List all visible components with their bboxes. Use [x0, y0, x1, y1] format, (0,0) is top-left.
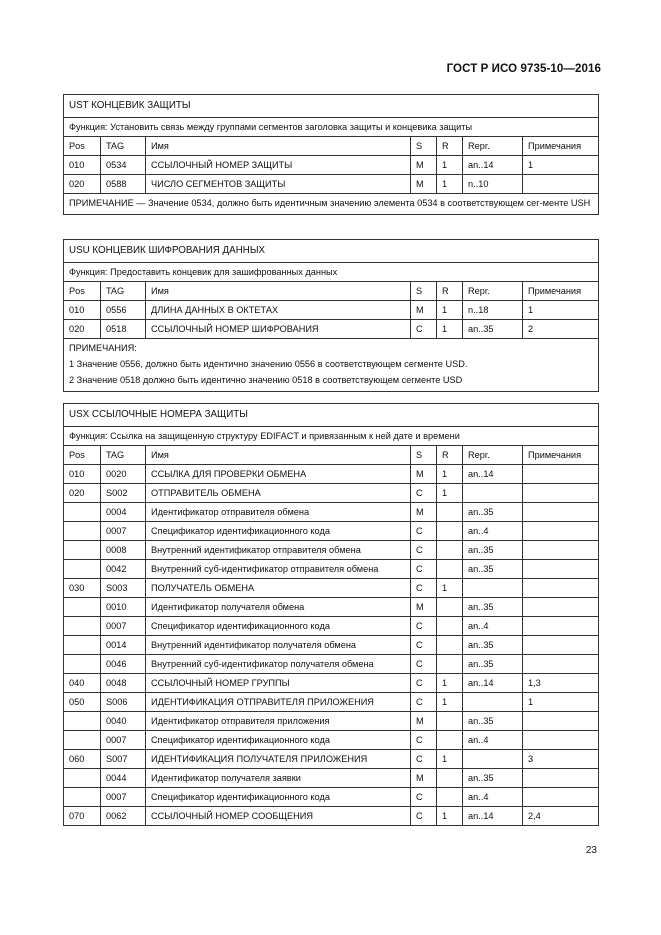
- cell-tag: 0004: [101, 503, 146, 522]
- cell-s: C: [411, 807, 437, 826]
- cell-r: [437, 712, 463, 731]
- table-row: [64, 788, 599, 807]
- cell-notes: 1: [523, 301, 599, 320]
- cell-repr: an..35: [463, 712, 523, 731]
- cell-repr: n..18: [463, 301, 523, 320]
- cell-name: ССЫЛОЧНЫЙ НОМЕР ГРУППЫ: [146, 674, 411, 693]
- cell-s: M: [411, 712, 437, 731]
- cell-name: Внутренний идентификатор получателя обмена: [146, 636, 411, 655]
- cell-s: M: [411, 503, 437, 522]
- cell-s: C: [411, 655, 437, 674]
- table-row: [64, 636, 599, 655]
- cell-name: Идентификатор получателя заявки: [146, 769, 411, 788]
- segment-function: Функция: Установить связь между группами сегментов заголовка защиты и концевика защиты: [64, 118, 599, 137]
- cell-tag: 0048: [101, 674, 146, 693]
- cell-s: C: [411, 788, 437, 807]
- segment-function: Функция: Ссылка на защищенную структуру EDIFACT и привязанным к ней дате и времени: [64, 427, 599, 446]
- cell-s: M: [411, 156, 437, 175]
- cell-r: 1: [437, 320, 463, 339]
- cell-repr: an..35: [463, 503, 523, 522]
- cell-r: 1: [437, 807, 463, 826]
- cell-tag: 0007: [101, 522, 146, 541]
- cell-pos: 010: [64, 465, 101, 484]
- cell-name: ССЫЛОЧНЫЙ НОМЕР СООБЩЕНИЯ: [146, 807, 411, 826]
- cell-r: 1: [437, 465, 463, 484]
- cell-r: 1: [437, 750, 463, 769]
- table-row: [64, 175, 599, 194]
- table-row: [64, 731, 599, 750]
- table-row: [64, 579, 599, 598]
- cell-pos: [64, 598, 101, 617]
- cell-tag: 0062: [101, 807, 146, 826]
- cell-notes: 1: [523, 156, 599, 175]
- cell-r: [437, 655, 463, 674]
- cell-r: 1: [437, 693, 463, 712]
- cell-s: M: [411, 769, 437, 788]
- cell-pos: [64, 503, 101, 522]
- cell-s: C: [411, 522, 437, 541]
- col-name: Имя: [146, 282, 411, 301]
- cell-r: [437, 731, 463, 750]
- cell-s: C: [411, 731, 437, 750]
- cell-s: M: [411, 598, 437, 617]
- cell-notes: [523, 541, 599, 560]
- cell-s: M: [411, 301, 437, 320]
- col-r: R: [437, 446, 463, 465]
- cell-repr: an..14: [463, 807, 523, 826]
- cell-pos: [64, 788, 101, 807]
- cell-tag: 0014: [101, 636, 146, 655]
- cell-s: C: [411, 674, 437, 693]
- ust-segment-table: [63, 94, 599, 215]
- table-row: [64, 712, 599, 731]
- table-row: [64, 807, 599, 826]
- usu-segment-table: [63, 239, 599, 392]
- cell-s: C: [411, 617, 437, 636]
- column-header-row: [64, 137, 599, 156]
- cell-pos: 050: [64, 693, 101, 712]
- cell-pos: 010: [64, 301, 101, 320]
- table-row: [64, 655, 599, 674]
- cell-r: 1: [437, 674, 463, 693]
- cell-s: C: [411, 560, 437, 579]
- col-repr: Repr.: [463, 282, 523, 301]
- cell-notes: [523, 712, 599, 731]
- col-pos: Pos: [64, 282, 101, 301]
- cell-notes: [523, 731, 599, 750]
- cell-notes: [523, 465, 599, 484]
- cell-notes: [523, 636, 599, 655]
- cell-name: ОТПРАВИТЕЛЬ ОБМЕНА: [146, 484, 411, 503]
- cell-repr: [463, 484, 523, 503]
- segment-title: USU КОНЦЕВИК ШИФРОВАНИЯ ДАННЫХ: [64, 240, 599, 263]
- cell-notes: [523, 175, 599, 194]
- cell-repr: an..35: [463, 541, 523, 560]
- col-notes: Примечания: [523, 282, 599, 301]
- cell-notes: [523, 484, 599, 503]
- cell-r: 1: [437, 175, 463, 194]
- col-tag: TAG: [101, 446, 146, 465]
- cell-tag: 0010: [101, 598, 146, 617]
- cell-name: ССЫЛОЧНЫЙ НОМЕР ШИФРОВАНИЯ: [146, 320, 411, 339]
- cell-r: [437, 636, 463, 655]
- cell-s: C: [411, 484, 437, 503]
- cell-pos: [64, 712, 101, 731]
- col-tag: TAG: [101, 282, 146, 301]
- cell-r: [437, 541, 463, 560]
- note-line: 1 Значение 0556, должно быть идентично значению 0556 в соответствующем сегменте USD.: [69, 356, 593, 372]
- table-row: [64, 156, 599, 175]
- cell-notes: 3: [523, 750, 599, 769]
- col-r: R: [437, 137, 463, 156]
- table-row: [64, 617, 599, 636]
- col-pos: Pos: [64, 446, 101, 465]
- cell-pos: [64, 617, 101, 636]
- column-header-row: [64, 282, 599, 301]
- cell-name: ССЫЛКА ДЛЯ ПРОВЕРКИ ОБМЕНА: [146, 465, 411, 484]
- cell-notes: [523, 655, 599, 674]
- table-row: [64, 674, 599, 693]
- cell-tag: 0588: [101, 175, 146, 194]
- cell-notes: 2: [523, 320, 599, 339]
- cell-name: ЧИСЛО СЕГМЕНТОВ ЗАЩИТЫ: [146, 175, 411, 194]
- cell-s: C: [411, 579, 437, 598]
- cell-pos: [64, 560, 101, 579]
- col-name: Имя: [146, 137, 411, 156]
- cell-notes: [523, 579, 599, 598]
- cell-tag: 0007: [101, 731, 146, 750]
- col-pos: Pos: [64, 137, 101, 156]
- cell-pos: [64, 655, 101, 674]
- cell-notes: 1,3: [523, 674, 599, 693]
- table-row: [64, 522, 599, 541]
- cell-pos: 020: [64, 175, 101, 194]
- cell-pos: 030: [64, 579, 101, 598]
- cell-r: 1: [437, 156, 463, 175]
- page-number: 23: [585, 845, 597, 856]
- cell-notes: [523, 522, 599, 541]
- segment-title: UST КОНЦЕВИК ЗАЩИТЫ: [64, 95, 599, 118]
- usx-segment-table: [63, 403, 599, 826]
- cell-repr: an..14: [463, 156, 523, 175]
- cell-notes: 1: [523, 693, 599, 712]
- cell-repr: an..35: [463, 769, 523, 788]
- cell-r: [437, 788, 463, 807]
- cell-tag: 0020: [101, 465, 146, 484]
- cell-pos: 070: [64, 807, 101, 826]
- cell-pos: [64, 522, 101, 541]
- cell-r: [437, 598, 463, 617]
- cell-repr: an..4: [463, 788, 523, 807]
- cell-tag: 0518: [101, 320, 146, 339]
- cell-tag: 0044: [101, 769, 146, 788]
- cell-pos: 020: [64, 484, 101, 503]
- segment-notes: [64, 339, 599, 392]
- table-row: [64, 484, 599, 503]
- cell-repr: [463, 693, 523, 712]
- cell-pos: [64, 541, 101, 560]
- cell-name: Внутренний суб-идентификатор получателя обмена: [146, 655, 411, 674]
- cell-tag: 0534: [101, 156, 146, 175]
- table-row: [64, 598, 599, 617]
- col-repr: Repr.: [463, 446, 523, 465]
- table-row: [64, 301, 599, 320]
- cell-tag: 0042: [101, 560, 146, 579]
- col-repr: Repr.: [463, 137, 523, 156]
- cell-repr: an..35: [463, 598, 523, 617]
- table-row: [64, 560, 599, 579]
- cell-name: Идентификатор получателя обмена: [146, 598, 411, 617]
- table-row: [64, 541, 599, 560]
- col-tag: TAG: [101, 137, 146, 156]
- col-r: R: [437, 282, 463, 301]
- table-row: [64, 750, 599, 769]
- cell-repr: an..35: [463, 636, 523, 655]
- cell-repr: [463, 579, 523, 598]
- cell-pos: 040: [64, 674, 101, 693]
- col-s: S: [411, 137, 437, 156]
- cell-s: C: [411, 750, 437, 769]
- cell-name: Идентификатор отправителя обмена: [146, 503, 411, 522]
- cell-pos: [64, 731, 101, 750]
- cell-s: C: [411, 541, 437, 560]
- cell-name: ИДЕНТИФИКАЦИЯ ОТПРАВИТЕЛЯ ПРИЛОЖЕНИЯ: [146, 693, 411, 712]
- table-row: [64, 503, 599, 522]
- cell-s: M: [411, 175, 437, 194]
- cell-name: Внутренний идентификатор отправителя обмена: [146, 541, 411, 560]
- cell-pos: [64, 769, 101, 788]
- cell-pos: 010: [64, 156, 101, 175]
- cell-r: [437, 503, 463, 522]
- table-row: [64, 769, 599, 788]
- cell-name: ДЛИНА ДАННЫХ В ОКТЕТАХ: [146, 301, 411, 320]
- cell-tag: 0046: [101, 655, 146, 674]
- cell-r: 1: [437, 579, 463, 598]
- cell-repr: n..10: [463, 175, 523, 194]
- note-line: 2 Значение 0518 должно быть идентично значению 0518 в соответствующем сегменте USD: [69, 372, 593, 388]
- document-header: ГОСТ Р ИСО 9735-10—2016: [446, 63, 601, 75]
- cell-name: ССЫЛОЧНЫЙ НОМЕР ЗАЩИТЫ: [146, 156, 411, 175]
- cell-repr: an..14: [463, 674, 523, 693]
- segment-notes: [64, 194, 599, 215]
- cell-tag: S007: [101, 750, 146, 769]
- table-row: [64, 465, 599, 484]
- cell-repr: an..35: [463, 655, 523, 674]
- cell-r: 1: [437, 301, 463, 320]
- col-s: S: [411, 446, 437, 465]
- note-line: ПРИМЕЧАНИЕ — Значение 0534, должно быть идентичным значению элемента 0534 в соответствующем сег-менте USH: [69, 198, 591, 208]
- col-name: Имя: [146, 446, 411, 465]
- cell-name: Спецификатор идентификационного кода: [146, 522, 411, 541]
- cell-pos: 060: [64, 750, 101, 769]
- cell-notes: 2,4: [523, 807, 599, 826]
- cell-notes: [523, 769, 599, 788]
- table-row: [64, 693, 599, 712]
- cell-tag: 0007: [101, 617, 146, 636]
- cell-s: C: [411, 320, 437, 339]
- cell-name: ИДЕНТИФИКАЦИЯ ПОЛУЧАТЕЛЯ ПРИЛОЖЕНИЯ: [146, 750, 411, 769]
- cell-s: C: [411, 693, 437, 712]
- cell-s: M: [411, 465, 437, 484]
- column-header-row: [64, 446, 599, 465]
- segment-function: Функция: Предоставить концевик для зашифрованных данных: [64, 263, 599, 282]
- cell-tag: 0556: [101, 301, 146, 320]
- cell-pos: 020: [64, 320, 101, 339]
- cell-r: [437, 769, 463, 788]
- cell-name: Внутренний суб-идентификатор отправителя обмена: [146, 560, 411, 579]
- cell-name: Спецификатор идентификационного кода: [146, 788, 411, 807]
- cell-repr: an..35: [463, 320, 523, 339]
- cell-tag: 0007: [101, 788, 146, 807]
- cell-notes: [523, 617, 599, 636]
- cell-r: [437, 560, 463, 579]
- cell-repr: [463, 750, 523, 769]
- cell-repr: an..14: [463, 465, 523, 484]
- cell-notes: [523, 598, 599, 617]
- cell-tag: S003: [101, 579, 146, 598]
- cell-name: Спецификатор идентификационного кода: [146, 731, 411, 750]
- col-notes: Примечания: [523, 446, 599, 465]
- cell-tag: S002: [101, 484, 146, 503]
- note-line: ПРИМЕЧАНИЯ:: [69, 343, 137, 353]
- cell-r: [437, 522, 463, 541]
- cell-r: 1: [437, 484, 463, 503]
- segment-title: USX ССЫЛОЧНЫЕ НОМЕРА ЗАЩИТЫ: [64, 404, 599, 427]
- cell-name: Идентификатор отправителя приложения: [146, 712, 411, 731]
- cell-notes: [523, 560, 599, 579]
- cell-tag: 0008: [101, 541, 146, 560]
- cell-repr: an..4: [463, 617, 523, 636]
- cell-notes: [523, 788, 599, 807]
- cell-pos: [64, 636, 101, 655]
- cell-repr: an..35: [463, 560, 523, 579]
- cell-name: Спецификатор идентификационного кода: [146, 617, 411, 636]
- col-notes: Примечания: [523, 137, 599, 156]
- col-s: S: [411, 282, 437, 301]
- cell-notes: [523, 503, 599, 522]
- cell-tag: S006: [101, 693, 146, 712]
- cell-r: [437, 617, 463, 636]
- cell-repr: an..4: [463, 731, 523, 750]
- cell-s: C: [411, 636, 437, 655]
- cell-repr: an..4: [463, 522, 523, 541]
- cell-name: ПОЛУЧАТЕЛЬ ОБМЕНА: [146, 579, 411, 598]
- table-row: [64, 320, 599, 339]
- cell-tag: 0040: [101, 712, 146, 731]
